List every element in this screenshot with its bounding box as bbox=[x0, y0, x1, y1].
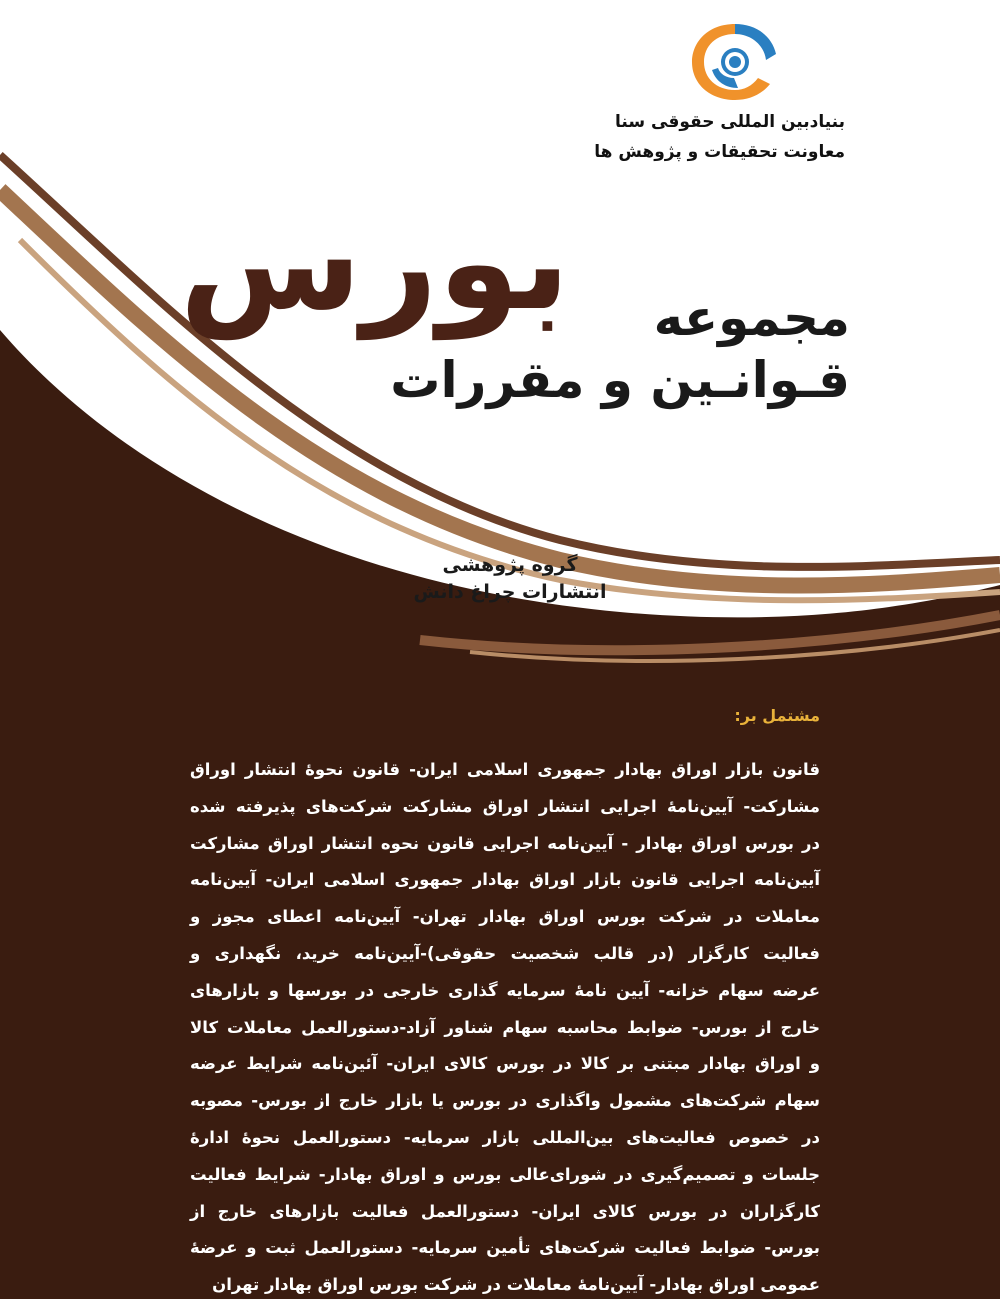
contents-line: مشارکت- آیین‌نامهٔ اجرایی انتشار اوراق مشارکت شرکت‌های پذیرفته شده bbox=[190, 796, 820, 816]
author-block bbox=[390, 552, 630, 606]
org-line-1: بنیادبین المللی حقوقی سنا bbox=[615, 112, 845, 132]
contents-line: سهام شرکت‌های مشمول واگذاری در بورس یا بازار خارج از بورس- مصوبه bbox=[190, 1091, 820, 1111]
author-line-1: گروه پژوهشی bbox=[442, 554, 578, 576]
contents-text bbox=[190, 752, 820, 1299]
contents-line: قانون بازار اوراق بهادار جمهوری اسلامی ایران- قانون نحوهٔ انتشار اوراق bbox=[190, 760, 820, 779]
contents-line: عمومی اوراق بهادار- آیین‌نامهٔ معاملات در شرکت بورس اوراق بهادار تهران bbox=[212, 1275, 820, 1295]
contents-line: و اوراق بهادار مبتنی بر کالا در بورس کالای ایران- آئین‌نامه شرایط عرضه bbox=[190, 1054, 820, 1074]
contents-line: بورس- ضوابط فعالیت شرکت‌های تأمین سرمایه- دستورالعمل ثبت و عرضهٔ bbox=[190, 1238, 820, 1258]
globe-hands-logo bbox=[680, 18, 790, 108]
contents-line: جلسات و تصمیم‌گیری در شورای‌عالی بورس و اوراق بهادار- شرایط فعالیت bbox=[190, 1164, 820, 1184]
contents-heading: مشتمل بر: bbox=[734, 706, 820, 725]
contents-line: در بورس اوراق بهادار - آیین‌نامه اجرایی قانون نحوه انتشار اوراق مشارکت bbox=[190, 833, 820, 853]
publisher-organization bbox=[485, 110, 845, 164]
contents-line: فعالیت کارگزار (در قالب شخصیت حقوقی)-آیین‌نامه خرید، نگهداری و bbox=[190, 943, 820, 963]
contents-line: خارج از بورس- ضوابط محاسبه سهام شناور آزاد-دستورالعمل معاملات کالا bbox=[190, 1017, 820, 1037]
contents-line: آیین‌نامه اجرایی قانون بازار اوراق بهادار جمهوری اسلامی ایران- آیین‌نامه bbox=[190, 870, 820, 890]
contents-line: معاملات در شرکت بورس اوراق بهادار تهران- آیین‌نامه اعطای مجوز و bbox=[190, 907, 820, 927]
book-title-main: بورس bbox=[179, 186, 570, 340]
contents-line: عرضه سهام خزانه- آیین نامهٔ سرمایه گذاری خارجی در بورسها و بازارهای bbox=[190, 980, 820, 1000]
book-title-collection: مجموعه bbox=[653, 289, 850, 347]
contents-line: کارگزاران در بورس کالای ایران- دستورالعمل فعالیت بازارهای خارج از bbox=[190, 1201, 820, 1221]
contents-line: در خصوص فعالیت‌های بین‌المللی بازار سرمایه- دستورالعمل نحوهٔ ادارهٔ bbox=[190, 1127, 820, 1147]
org-line-2: معاونت تحقیقات و پژوهش ها bbox=[594, 142, 845, 162]
book-title-laws: قـوانـین و مقررات bbox=[390, 351, 850, 409]
author-line-2: انتشارات چراغ دانش bbox=[413, 581, 607, 603]
